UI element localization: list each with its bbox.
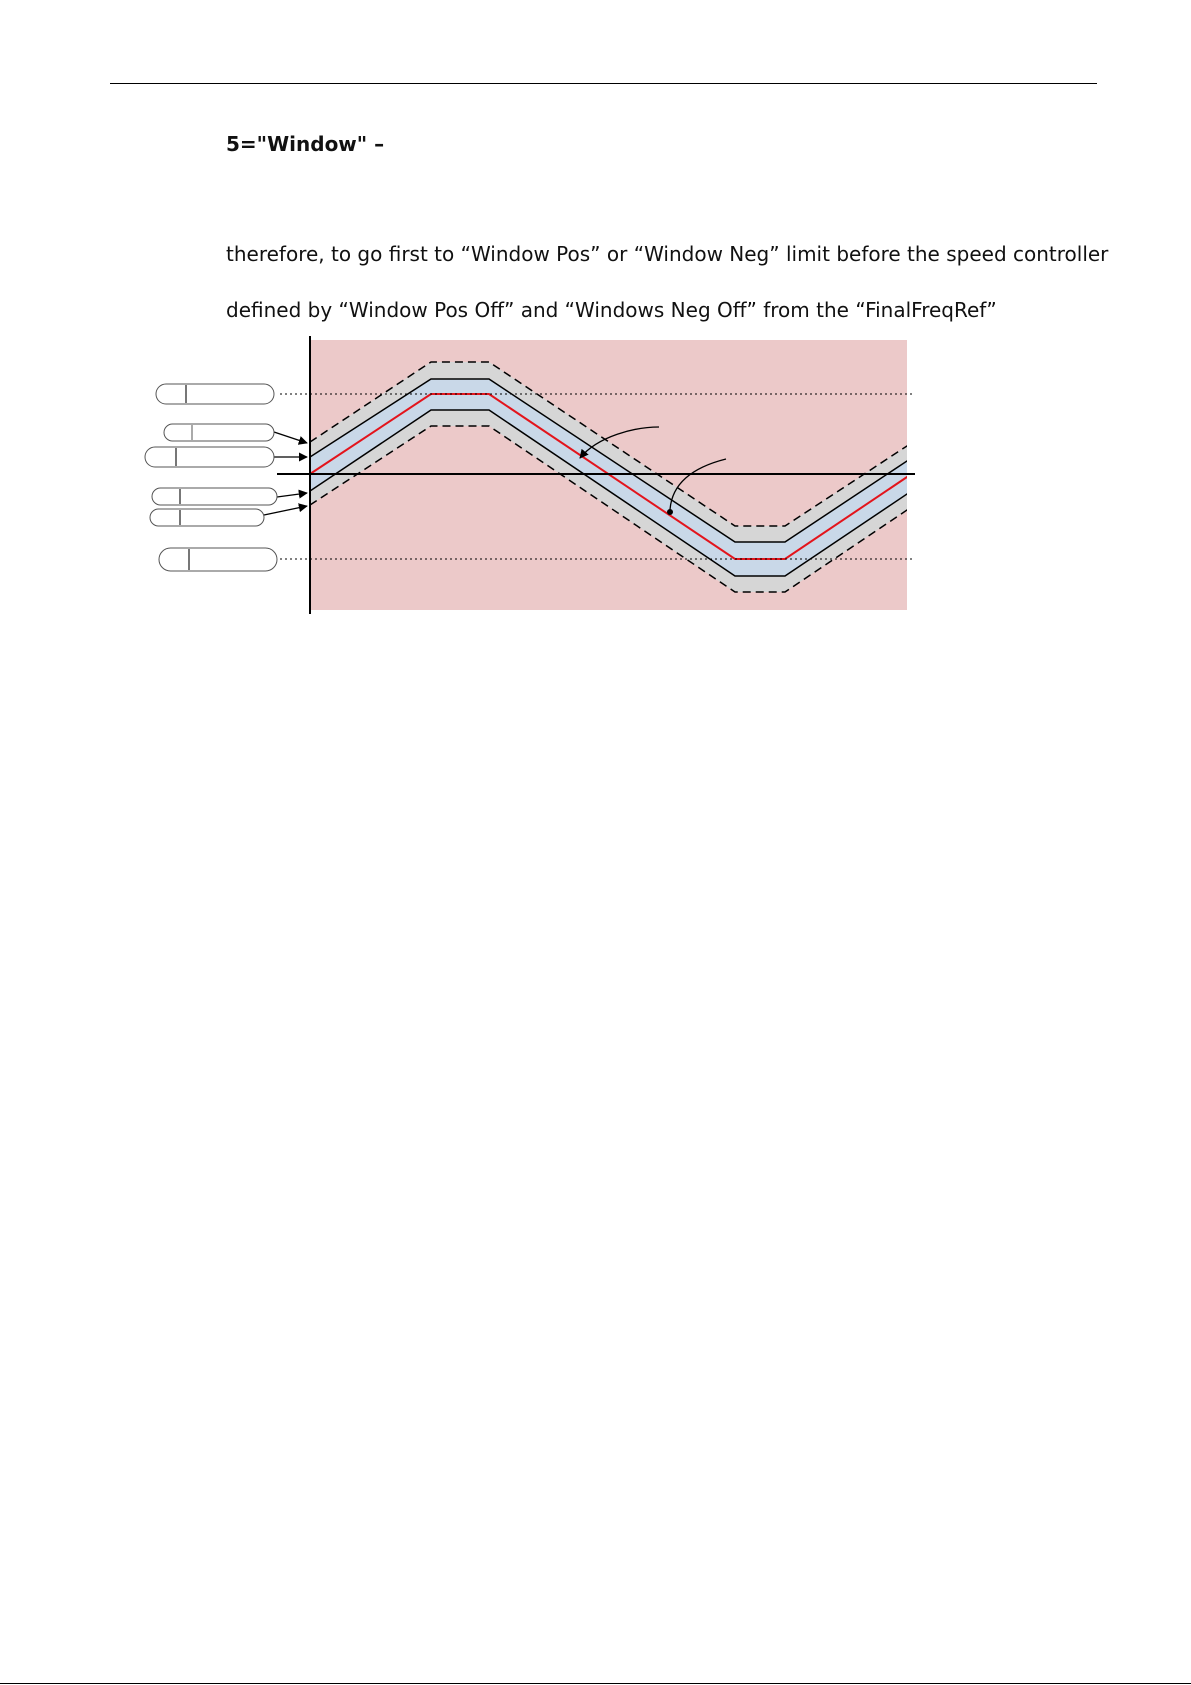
- callout-dot: [667, 509, 673, 515]
- section-heading: 5="Window" –: [226, 132, 385, 156]
- footer-rule: [0, 1683, 1191, 1684]
- body-text-line-1: therefore, to go first to “Window Pos” or “Window Neg” limit before the speed controller: [226, 242, 1109, 266]
- parameter-box-3: [145, 447, 274, 467]
- parameter-box-6: [159, 548, 277, 571]
- pointer-arrow-3: [277, 493, 307, 497]
- body-text-line-2: defined by “Window Pos Off” and “Windows Neg Off” from the “FinalFreqRef”: [226, 298, 997, 322]
- pointer-arrow-1: [274, 432, 307, 443]
- pointer-arrow-4: [264, 506, 307, 515]
- window-diagram-svg: [140, 330, 930, 620]
- parameter-box-2: [164, 424, 274, 441]
- header-rule: [110, 83, 1097, 84]
- parameter-box-1: [156, 384, 274, 404]
- parameter-box-4: [152, 488, 277, 505]
- parameter-box-5: [150, 509, 264, 526]
- window-diagram: [140, 330, 930, 620]
